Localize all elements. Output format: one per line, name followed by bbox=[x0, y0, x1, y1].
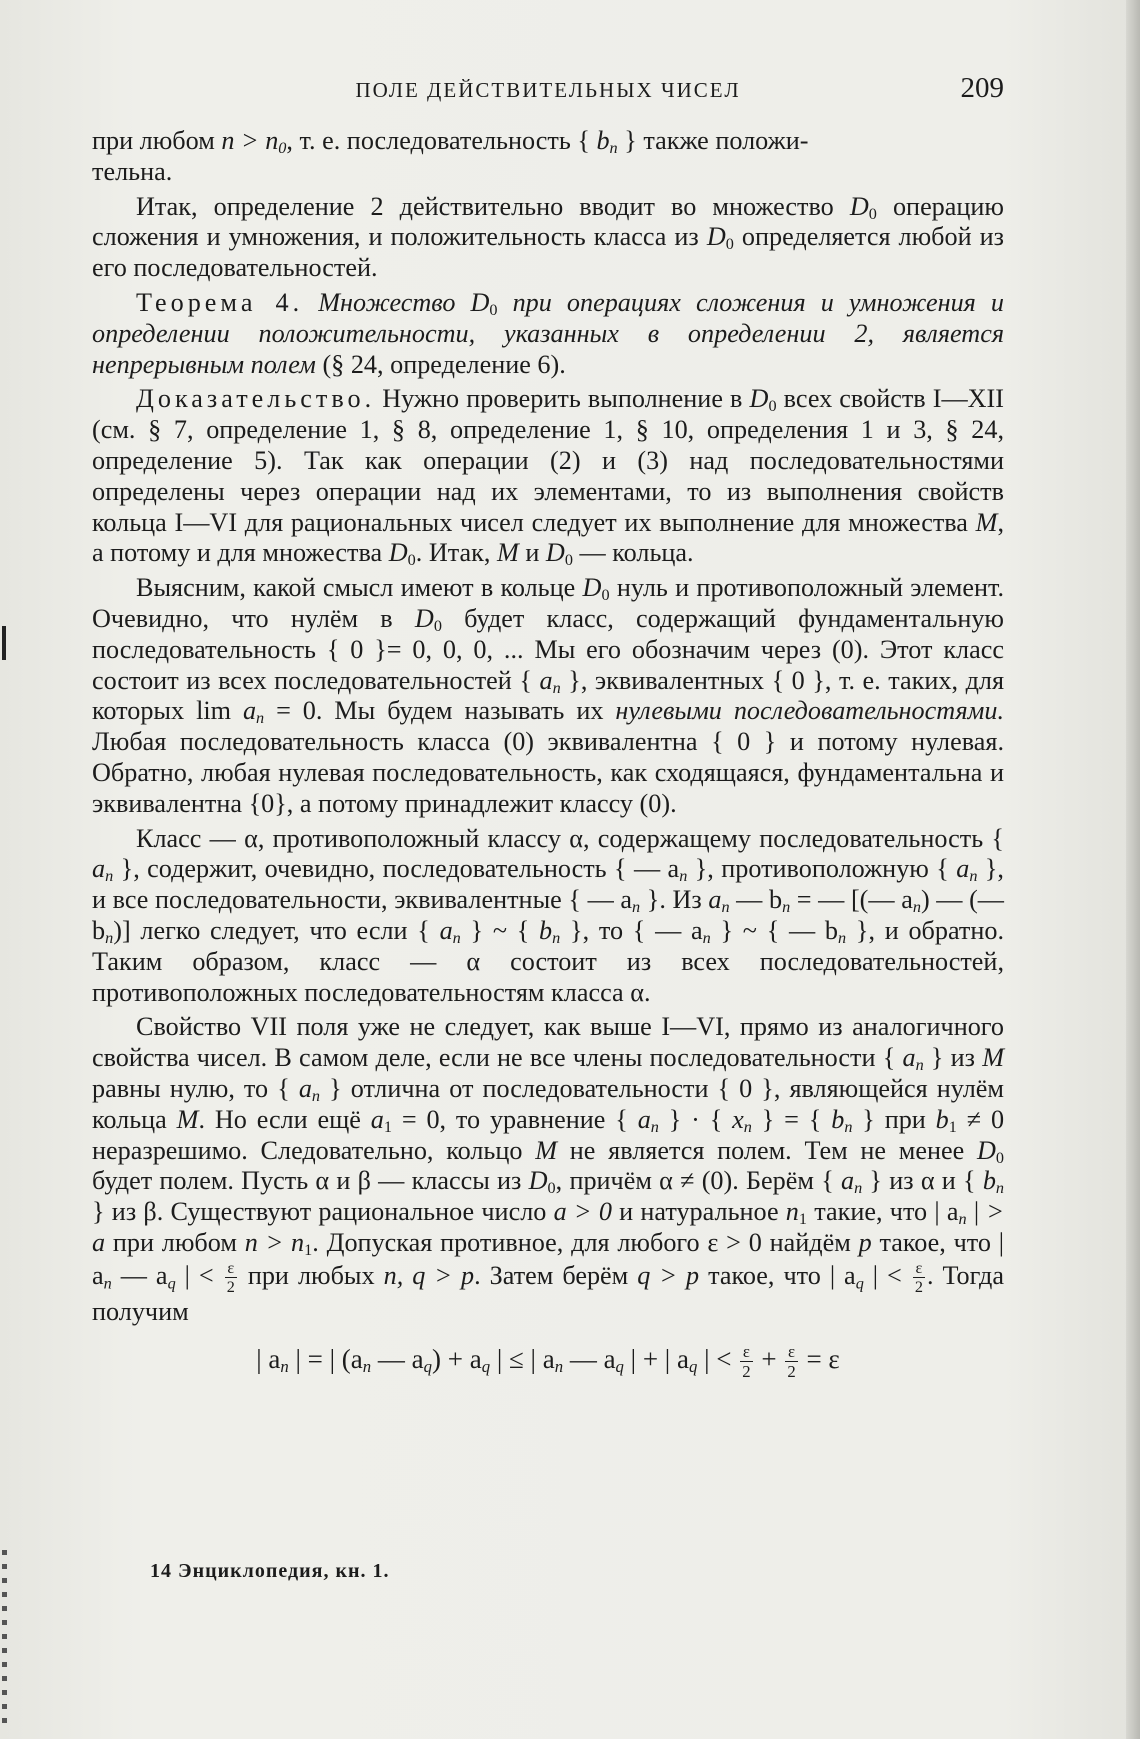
paragraph-opposite-element: Класс — α, противоположный классу α, содержащему последовательность { $a_n$ }, содержит, очевидно, последовательность { — $a_n$ }, противоположную { $a_n$ }, и все последовательности, эквивалентные { — $a_n$ }. Из $a_n$ — $b_n$ = — [(— $a_n$) — (— $b_n$)] легко следует, что если { $a_n$ } ~ { $b_n$ }, то { — $a_n$ } ~ { — $b_n$ }, и обратно. Таким образом, класс — α состоит из всех последовательностей, противоположных последовательностям класса α. bbox=[92, 823, 1005, 1007]
binding-mark bbox=[2, 1550, 7, 1730]
footer-signature: 14 Энциклопедия, кн. 1. bbox=[150, 1560, 390, 1582]
page-number: 209 bbox=[960, 72, 1004, 104]
paragraph-summary: Итак, определение 2 действительно вводит во множество $D_0$ операцию сложения и умножения, и положительность класса из $D_0$ определяется любой из его последовательностей. bbox=[92, 191, 1004, 283]
emphasis-term: нулевыми последовательностями. bbox=[615, 696, 1004, 726]
theorem-label: Теорема 4. bbox=[136, 287, 304, 317]
main-text bbox=[92, 126, 1004, 1391]
fraction-eps-half: $\frac{\varepsilon}{2}$ bbox=[914, 1258, 923, 1297]
paragraph-zero-element: Выясним, какой смысл имеют в кольце $D_0$ нуль и противоположный элемент. Очевидно, что нулём в $D_0$ будет класс, содержащий фундаментальную последовательность { 0 }= 0, 0, 0, ... Мы его обозначим через (0). Этот класс состоит из всех последовательностей { $a_n$ }, эквивалентных { 0 }, т. е. таких, для которых $\lim a_n = 0$. Мы будем называть их нулевыми последовательностями. Любая последовательность класса (0) эквивалентна { 0 } и потому нулевая. Обратно, любая нулевая последовательность, как сходящаяся, фундаментальна и эквивалентна {0}, а потому принадлежит классу (0). bbox=[92, 573, 1005, 818]
paragraph-continuation: при любом $n > n_0$, т. е. последовательность { $b_n$ } также положи- тельна. bbox=[92, 126, 809, 186]
proof-label: Доказательство. bbox=[136, 384, 376, 414]
theorem-4: Теорема 4. Множество $D_0$ при операциях сложения и умножения и определении положительности, указанных в определении 2, является непрерывным полем (§ 24, определение 6). bbox=[92, 287, 1004, 379]
display-formula: | $a_n$ | = | ($a_n$ — $a_q) + a_q$ | ≤ | $a_n$ — $a_q$ | + | $a_q$ | < $\frac{\varepsilon}{2}$ + $\frac{\varepsilon}{2}$ = ε bbox=[256, 1341, 840, 1382]
fraction-eps-half: $\frac{\varepsilon}{2}$ bbox=[226, 1258, 235, 1297]
running-head bbox=[92, 72, 1004, 112]
paragraph-field-property: Свойство VII поля уже не следует, как выше I—VI, прямо из аналогичного свойства чисел. В самом деле, если не все члены последовательности { $a_n$ } из M равны нулю, то { $a_n$ } отлична от последовательности { 0 }, являющейся нулём кольца M. Но если ещё $a_1 = 0$, то уравнение { $a_n$ } · { $x_n$ } = { $b_n$ } при $b_1 \ne 0$ неразрешимо. Следовательно, кольцо M не является полем. Тем не менее $D_0$ будет полем. Пусть α и β — классы из $D_0$, причём α ≠ (0). Берём { $a_n$ } из α и { $b_n$ } из β. Существуют рациональное число a > 0 и натуральное $n_1$ такие, что | $a_n$ | > a при любом $n > n_1$. Допуская противное, для любого ε > 0 найдём p такое, что | $a_n$ — $a_q$ | < $\frac{\varepsilon}{2}$ при любых n, q > p. Затем берём q > p такое, что | $a_q$ | < $\frac{\varepsilon}{2}$ . Тогда получим bbox=[92, 1012, 1005, 1327]
fraction-eps-half: $\frac{\varepsilon}{2}$ bbox=[787, 1341, 796, 1382]
page-edge-shadow bbox=[1126, 0, 1140, 1739]
fraction-eps-half: $\frac{\varepsilon}{2}$ bbox=[742, 1341, 751, 1382]
running-head-title: ПОЛЕ ДЕЙСТВИТЕЛЬНЫХ ЧИСЕЛ bbox=[355, 78, 741, 102]
proof: Доказательство. Нужно проверить выполнение в $D_0$ всех свойств I—XII (см. § 7, определение 1, § 8, определение 1, § 10, определения 1 и 3, § 24, определение 5). Так как операции (2) и (3) над последовательностями определены через операции над их элементами, то из выполнения свойств кольца I—VI для рациональных чисел следует их выполнение для множества M, а потому и для множества $D_0$. Итак, M и $D_0$ — кольца. bbox=[92, 384, 1004, 570]
margin-mark bbox=[2, 626, 6, 660]
